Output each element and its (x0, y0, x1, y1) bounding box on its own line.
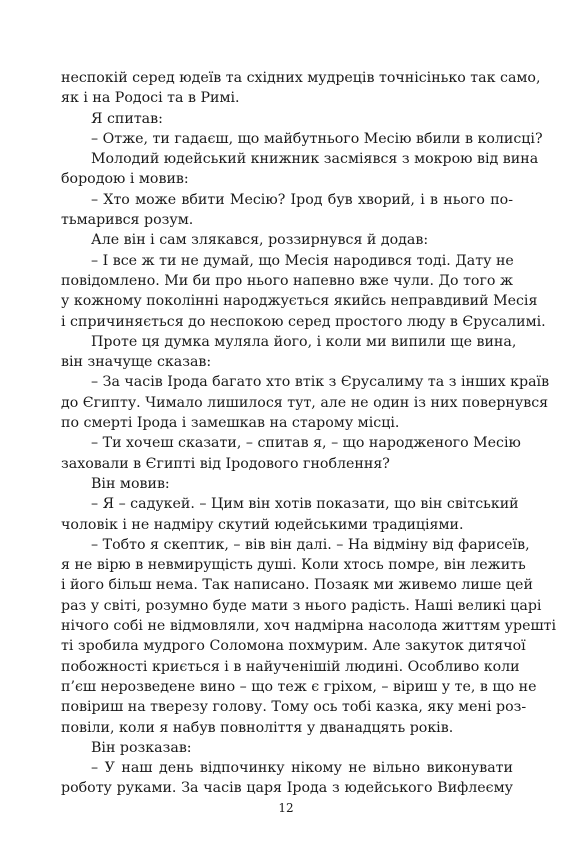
text-line: він значуще сказав: (61, 354, 212, 371)
text-line: ті зробила мудрого Соломона похмурим. Але закуток дитячої (61, 638, 526, 655)
text-line: Він мовив: (91, 475, 170, 492)
text-line: – За часів Ірода багато хто втік з Єрусалиму та з інших країв (91, 374, 550, 391)
text-line: – І все ж ти не думай, що Месія народився тоді. Дату не (91, 252, 514, 269)
text-line: Молодий юдейський книжник засміявся з мокрою від вина (91, 151, 539, 168)
text-line: повіриш на тверезу голову. Тому ось тобі казка, яку мені роз- (61, 699, 527, 716)
text-line: роботу руками. За часів царя Ірода з юдейського Вифлеєму (61, 780, 513, 797)
text-line: – Тобто я скептик, – вів він далі. – На відміну від фарисеїв, (91, 536, 530, 553)
text-line: бородою і мовив: (61, 171, 189, 188)
text-line: і спричиняється до неспокою серед простого люду в Єрусалимі. (61, 313, 546, 330)
text-line: заховали в Єгипті від Іродового гноблення? (61, 455, 390, 472)
page-body-text (61, 68, 557, 799)
text-line: – У наш день відпочинку нікому не вільно виконувати (91, 760, 513, 777)
text-line: у кожному поколінні народжується якийсь неправдивий Месія (61, 293, 538, 310)
text-line: нічого собі не відмовляли, хоч надмірна насолода життям урешті (61, 618, 557, 635)
page-number: 12 (278, 801, 294, 815)
text-line: я не вірю в невмирущість душі. Коли хтось помре, він лежить (61, 557, 526, 574)
text-line: Я спитав: (91, 110, 163, 127)
text-line: побожності криється і в найученішій людині. Особливо коли (61, 658, 520, 675)
text-line: повіли, коли я набув повноліття у дванадцять років. (61, 719, 454, 736)
text-line: і його більш нема. Так написано. Позаяк ми живемо лише цей (61, 577, 533, 594)
text-line: чоловік і не надміру скутий юдейськими традиціями. (61, 516, 464, 533)
text-line: Проте ця думка муляла його, і коли ми випили ще вина, (91, 333, 517, 350)
text-line: як і на Родосі та в Римі. (61, 90, 240, 107)
text-line: Він розказав: (91, 739, 192, 756)
text-line: – Отже, ти гадаєш, що майбутнього Месію вбили в колисці? (91, 130, 543, 147)
text-line: – Ти хочеш сказати, – спитав я, – що народженого Месію (91, 435, 521, 452)
text-line: по смерті Ірода і замешкав на старому місці. (61, 415, 400, 432)
text-line: п’єш нерозведене вино – що теж є гріхом, – віриш у те, в що не (61, 678, 537, 695)
text-line: раз у світі, розумно буде мати з нього радість. Наші великі царі (61, 597, 542, 614)
text-line: – Я – садукей. – Цим він хотів показати, що він світський (91, 496, 519, 513)
text-line: Але він і сам злякався, роззирнувся й додав: (91, 232, 429, 249)
text-line: – Хто може вбити Месію? Ірод був хворий, і в нього по- (91, 191, 513, 208)
text-line: неспокій серед юдеїв та східних мудреців точнісінько так само, (61, 70, 541, 86)
text-line: повідомлено. Ми би про нього напевно вже чули. До того ж (61, 272, 513, 289)
text-line: тьмарився розум. (61, 212, 194, 229)
text-line: до Єгипту. Чимало лишилося тут, але не один із них повернувся (61, 394, 549, 411)
